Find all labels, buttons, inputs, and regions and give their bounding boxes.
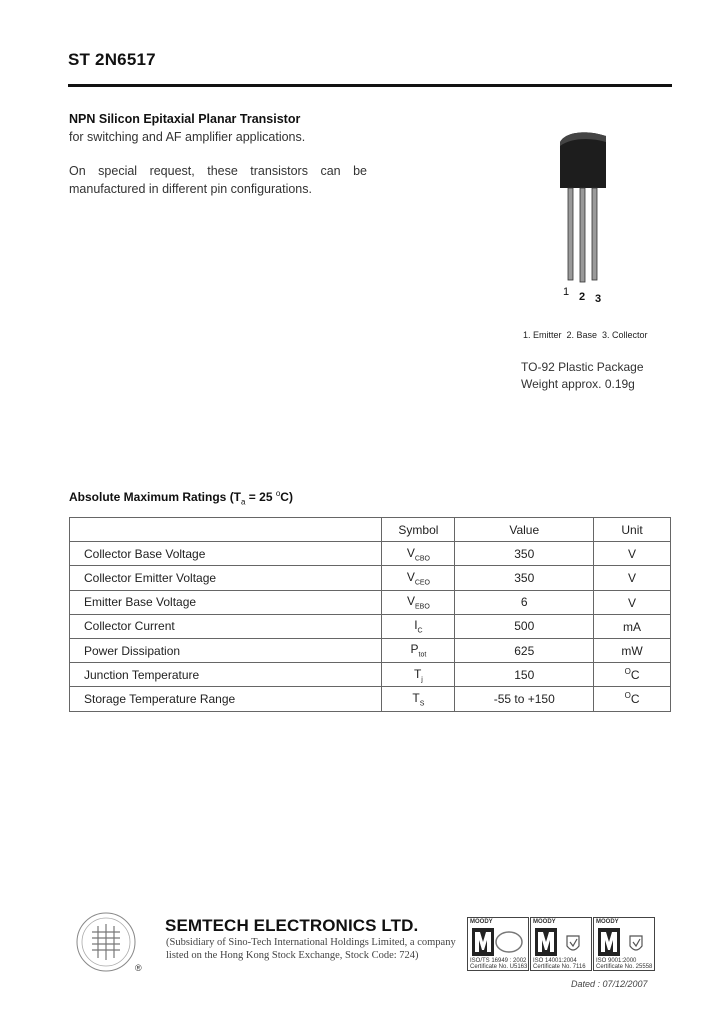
value-cell: 6 xyxy=(455,590,594,614)
pin-label-3: 3 xyxy=(595,293,602,305)
unit-cell: mA xyxy=(594,614,671,638)
company-listing-note: listed on the Hong Kong Stock Exchange, Stock Code: 724) xyxy=(166,950,419,961)
package-weight: Weight approx. 0.19g xyxy=(521,377,635,391)
company-name: SEMTECH ELECTRONICS LTD. xyxy=(165,916,419,935)
table-row xyxy=(70,638,671,662)
title-rule xyxy=(68,84,672,87)
cert-logo-iso-14001: MOODY ISO 14001:2004 Certificate No. 7116 xyxy=(530,917,592,971)
unit-cell: $^O$C xyxy=(594,687,671,711)
company-subsidiary-note: (Subsidiary of Sino-Tech International Holdings Limited, a company xyxy=(166,937,456,948)
ratings-table xyxy=(69,517,671,712)
unit-cell: mW xyxy=(594,638,671,662)
table-row xyxy=(70,663,671,687)
cert-logo-iso-ts16949: MOODY ISO/TS 16949 : 2002 Certificate No. U5163 xyxy=(467,917,529,971)
symbol-cell: $V_{CBO}$ xyxy=(382,542,455,566)
symbol-cell: $I_C$ xyxy=(382,614,455,638)
parameter-cell: Collector Base Voltage xyxy=(70,542,382,566)
table-row xyxy=(70,542,671,566)
header-unit: Unit xyxy=(594,518,671,542)
value-cell: 350 xyxy=(455,566,594,590)
symbol-cell: $V_{CEO}$ xyxy=(382,566,455,590)
header-parameter xyxy=(70,518,382,542)
unit-cell: $^O$C xyxy=(594,663,671,687)
table-row xyxy=(70,566,671,590)
table-row xyxy=(70,590,671,614)
cert-logo-iso-9001: MOODY ISO 9001:2000 Certificate No. 25558 xyxy=(593,917,655,971)
parameter-cell: Emitter Base Voltage xyxy=(70,590,382,614)
ratings-title: Absolute Maximum Ratings ($T_a = 25$ $^o$C) xyxy=(69,489,293,507)
pin-config-note: On special request, these transistors can be manufactured in different pin configurations. xyxy=(69,164,367,196)
product-subheading: for switching and AF amplifier applications. xyxy=(69,130,306,144)
value-cell: 150 xyxy=(455,663,594,687)
parameter-cell: Storage Temperature Range xyxy=(70,687,382,711)
unit-cell: V xyxy=(594,542,671,566)
symbol-cell: $P_{tot}$ xyxy=(382,638,455,662)
company-seal-logo xyxy=(76,908,136,978)
value-cell: 500 xyxy=(455,614,594,638)
page-title: ST 2N6517 xyxy=(68,50,156,69)
parameter-cell: Power Dissipation xyxy=(70,638,382,662)
table-header-row xyxy=(70,518,671,542)
value-cell: -55 to +150 xyxy=(455,687,594,711)
header-symbol: Symbol xyxy=(382,518,455,542)
symbol-cell: $T_S$ xyxy=(382,687,455,711)
table-row xyxy=(70,614,671,638)
table-row xyxy=(70,687,671,711)
dated-stamp: Dated : 07/12/2007 xyxy=(571,979,648,989)
symbol-cell: $V_{EBO}$ xyxy=(382,590,455,614)
to92-package-image xyxy=(548,128,618,288)
symbol-cell: $T_j$ xyxy=(382,663,455,687)
registered-mark: ® xyxy=(135,963,142,973)
parameter-cell: Collector Current xyxy=(70,614,382,638)
header-value: Value xyxy=(455,518,594,542)
unit-cell: V xyxy=(594,590,671,614)
value-cell: 625 xyxy=(455,638,594,662)
value-cell: 350 xyxy=(455,542,594,566)
pin-legend: 1. Emitter 2. Base 3. Collector xyxy=(523,330,648,340)
pin-label-2: 2 xyxy=(579,291,586,303)
unit-cell: V xyxy=(594,566,671,590)
package-name: TO-92 Plastic Package xyxy=(521,360,644,374)
product-heading: NPN Silicon Epitaxial Planar Transistor xyxy=(69,112,301,126)
parameter-cell: Junction Temperature xyxy=(70,663,382,687)
pin-label-1: 1 xyxy=(563,286,570,298)
parameter-cell: Collector Emitter Voltage xyxy=(70,566,382,590)
